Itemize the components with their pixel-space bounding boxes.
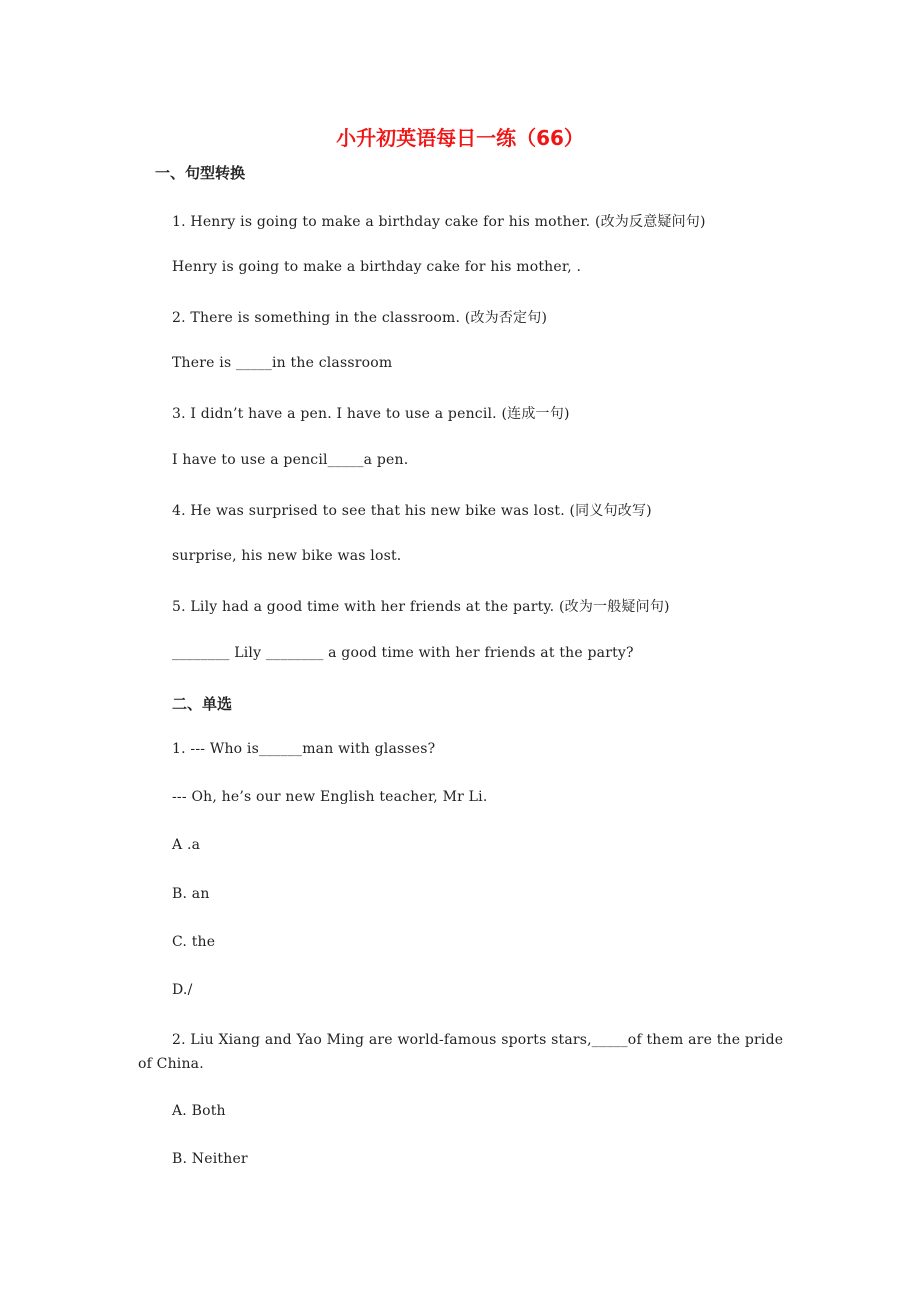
option-line: D./ bbox=[172, 982, 193, 998]
option-line: A .a bbox=[172, 837, 201, 853]
section-heading: 二、单选 bbox=[172, 695, 233, 713]
answer-line: ________ Lily ________ a good time with her friends at the party? bbox=[172, 645, 634, 661]
option-line: B. an bbox=[172, 886, 210, 902]
option-line: C. the bbox=[172, 934, 216, 950]
answer-line: I have to use a pencil_____a pen. bbox=[172, 452, 409, 468]
option-line: B. Neither bbox=[172, 1151, 248, 1167]
answer-line: surprise, his new bike was lost. bbox=[172, 548, 402, 564]
question-line: 2. There is something in the classroom. (改为否定句) bbox=[172, 310, 548, 326]
question-line: 4. He was surprised to see that his new bike was lost. (同义句改写) bbox=[172, 503, 652, 519]
question-line: 5. Lily had a good time with her friends at the party. (改为一般疑问句) bbox=[172, 599, 670, 615]
question-line: 3. I didn’t have a pen. I have to use a pencil. (连成一句) bbox=[172, 406, 570, 422]
option-line: A. Both bbox=[172, 1103, 226, 1119]
document-title: 小升初英语每日一练（66） bbox=[336, 126, 584, 150]
question-line: 1. --- Who is______man with glasses? bbox=[172, 741, 436, 757]
answer-line: There is _____in the classroom bbox=[172, 355, 393, 371]
question-line: 2. Liu Xiang and Yao Ming are world-famous sports stars,_____of them are the pride of China. bbox=[138, 1032, 784, 1072]
question-line: --- Oh, he’s our new English teacher, Mr Li. bbox=[172, 789, 488, 805]
answer-line: Henry is going to make a birthday cake for his mother, . bbox=[172, 259, 582, 275]
section-heading: 一、句型转换 bbox=[155, 164, 246, 182]
question-line: 1. Henry is going to make a birthday cake for his mother. (改为反意疑问句) bbox=[172, 214, 706, 230]
